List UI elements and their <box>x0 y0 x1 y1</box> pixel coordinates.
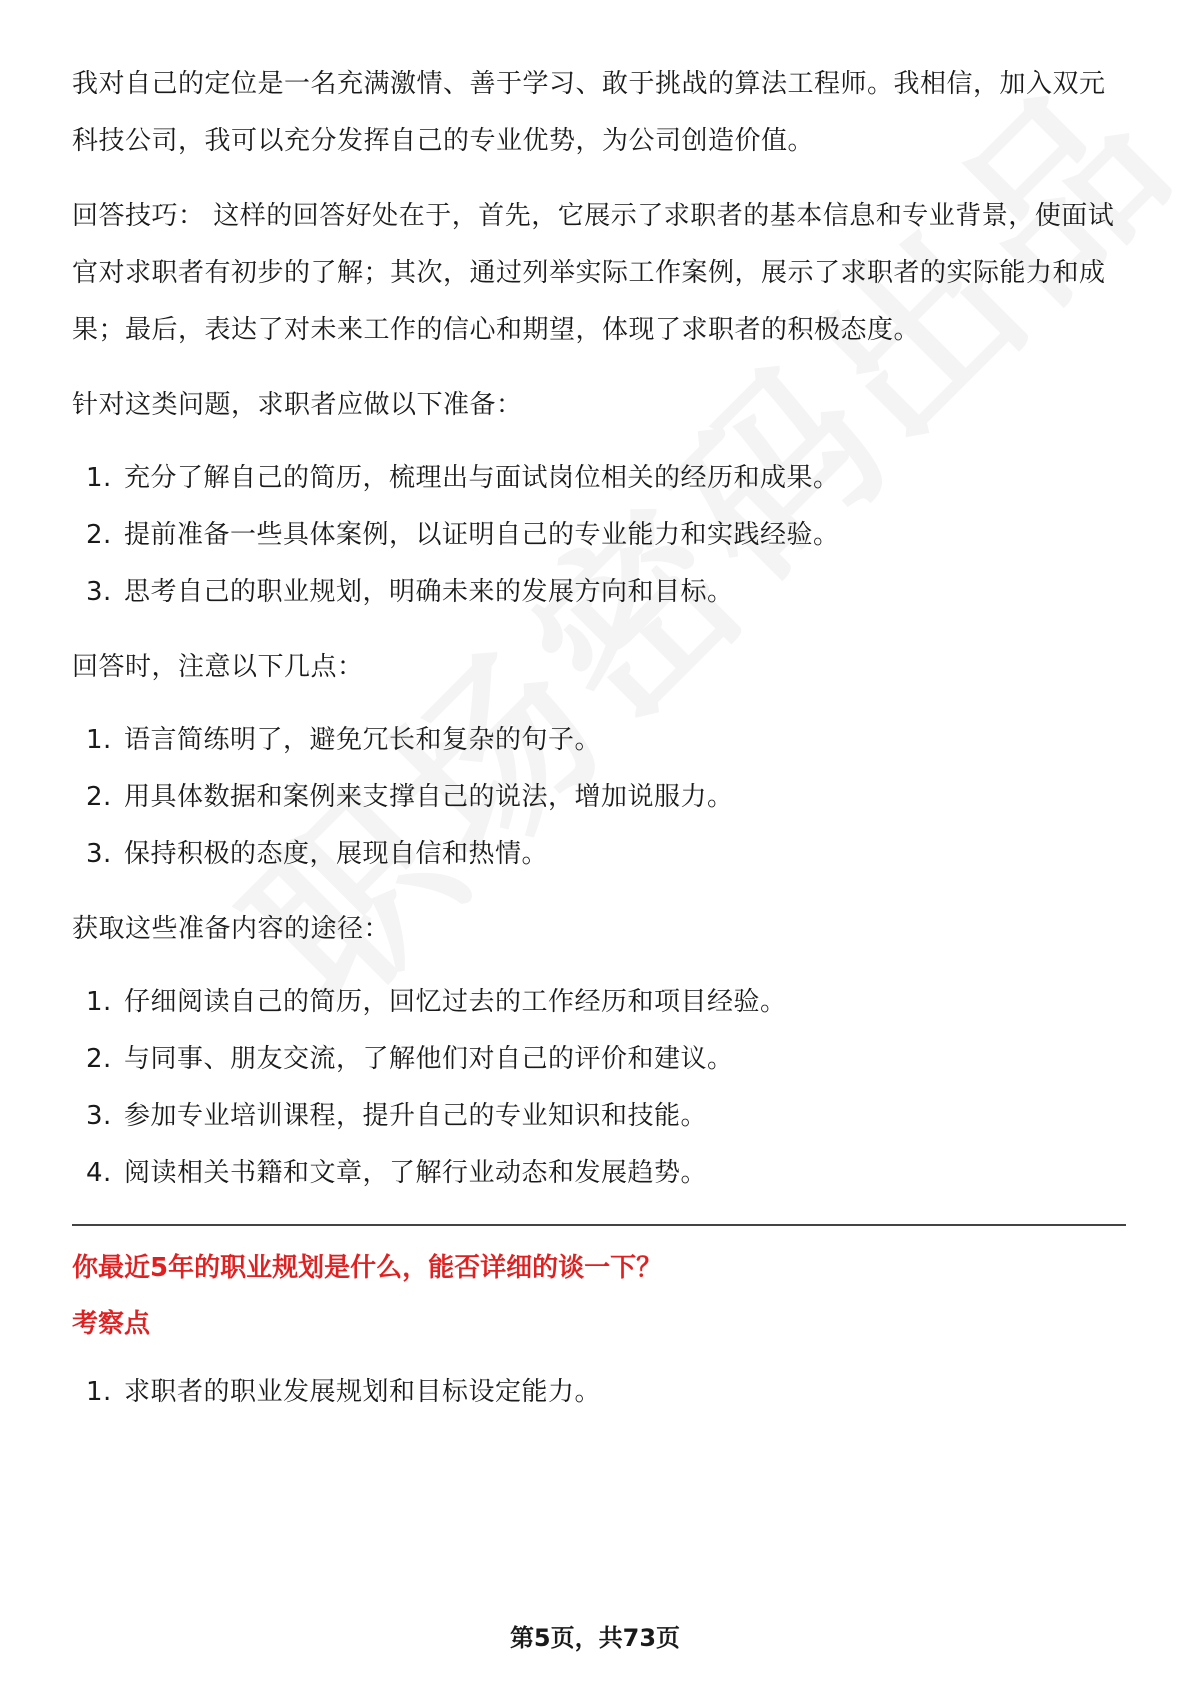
list-item: 1. 语言简练明了，避免冗长和复杂的句子。 <box>86 725 602 755</box>
document-page <box>72 56 1126 1439</box>
intro-paragraph: 我对自己的定位是一名充满激情、善于学习、敢于挑战的算法工程师。我相信，加入双元科技公司，我可以充分发挥自己的专业优势，为公司创造价值。 <box>72 69 1106 156</box>
section-divider <box>72 1224 1126 1226</box>
page-footer: 第5页，共73页 <box>509 1624 681 1652</box>
focus-label: 考察点 <box>72 1309 151 1339</box>
list-item: 2. 提前准备一些具体案例，以证明自己的专业能力和实践经验。 <box>86 520 840 550</box>
prep-list <box>72 450 1126 621</box>
list-item: 1. 充分了解自己的简历，梳理出与面试岗位相关的经历和成果。 <box>86 463 840 493</box>
tip-paragraph: 回答技巧： 这样的回答好处在于，首先，它展示了求职者的基本信息和专业背景，使面试官对求职者有初步的了解；其次，通过列举实际工作案例，展示了求职者的实际能力和成果；最后，表达了对未来工作的信心和期望，体现了求职者的积极态度。 <box>72 201 1115 345</box>
question-title: 你最近5年的职业规划是什么，能否详细的谈一下？ <box>72 1253 663 1283</box>
list-item: 3. 参加专业培训课程，提升自己的专业知识和技能。 <box>86 1101 708 1131</box>
list-item: 1. 求职者的职业发展规划和目标设定能力。 <box>86 1377 602 1407</box>
sources-list <box>72 974 1126 1202</box>
notes-heading: 回答时，注意以下几点： <box>72 652 364 682</box>
prep-heading: 针对这类问题，求职者应做以下准备： <box>72 390 523 420</box>
list-item: 1. 仔细阅读自己的简历，回忆过去的工作经历和项目经验。 <box>86 987 787 1017</box>
sources-heading: 获取这些准备内容的途径： <box>72 914 391 944</box>
list-item: 4. 阅读相关书籍和文章，了解行业动态和发展趋势。 <box>86 1158 708 1188</box>
focus-list <box>72 1364 1126 1421</box>
list-item: 3. 保持积极的态度，展现自信和热情。 <box>86 839 549 869</box>
list-item: 3. 思考自己的职业规划，明确未来的发展方向和目标。 <box>86 577 734 607</box>
list-item: 2. 与同事、朋友交流，了解他们对自己的评价和建议。 <box>86 1044 734 1074</box>
list-item: 2. 用具体数据和案例来支撑自己的说法，增加说服力。 <box>86 782 734 812</box>
notes-list <box>72 712 1126 883</box>
